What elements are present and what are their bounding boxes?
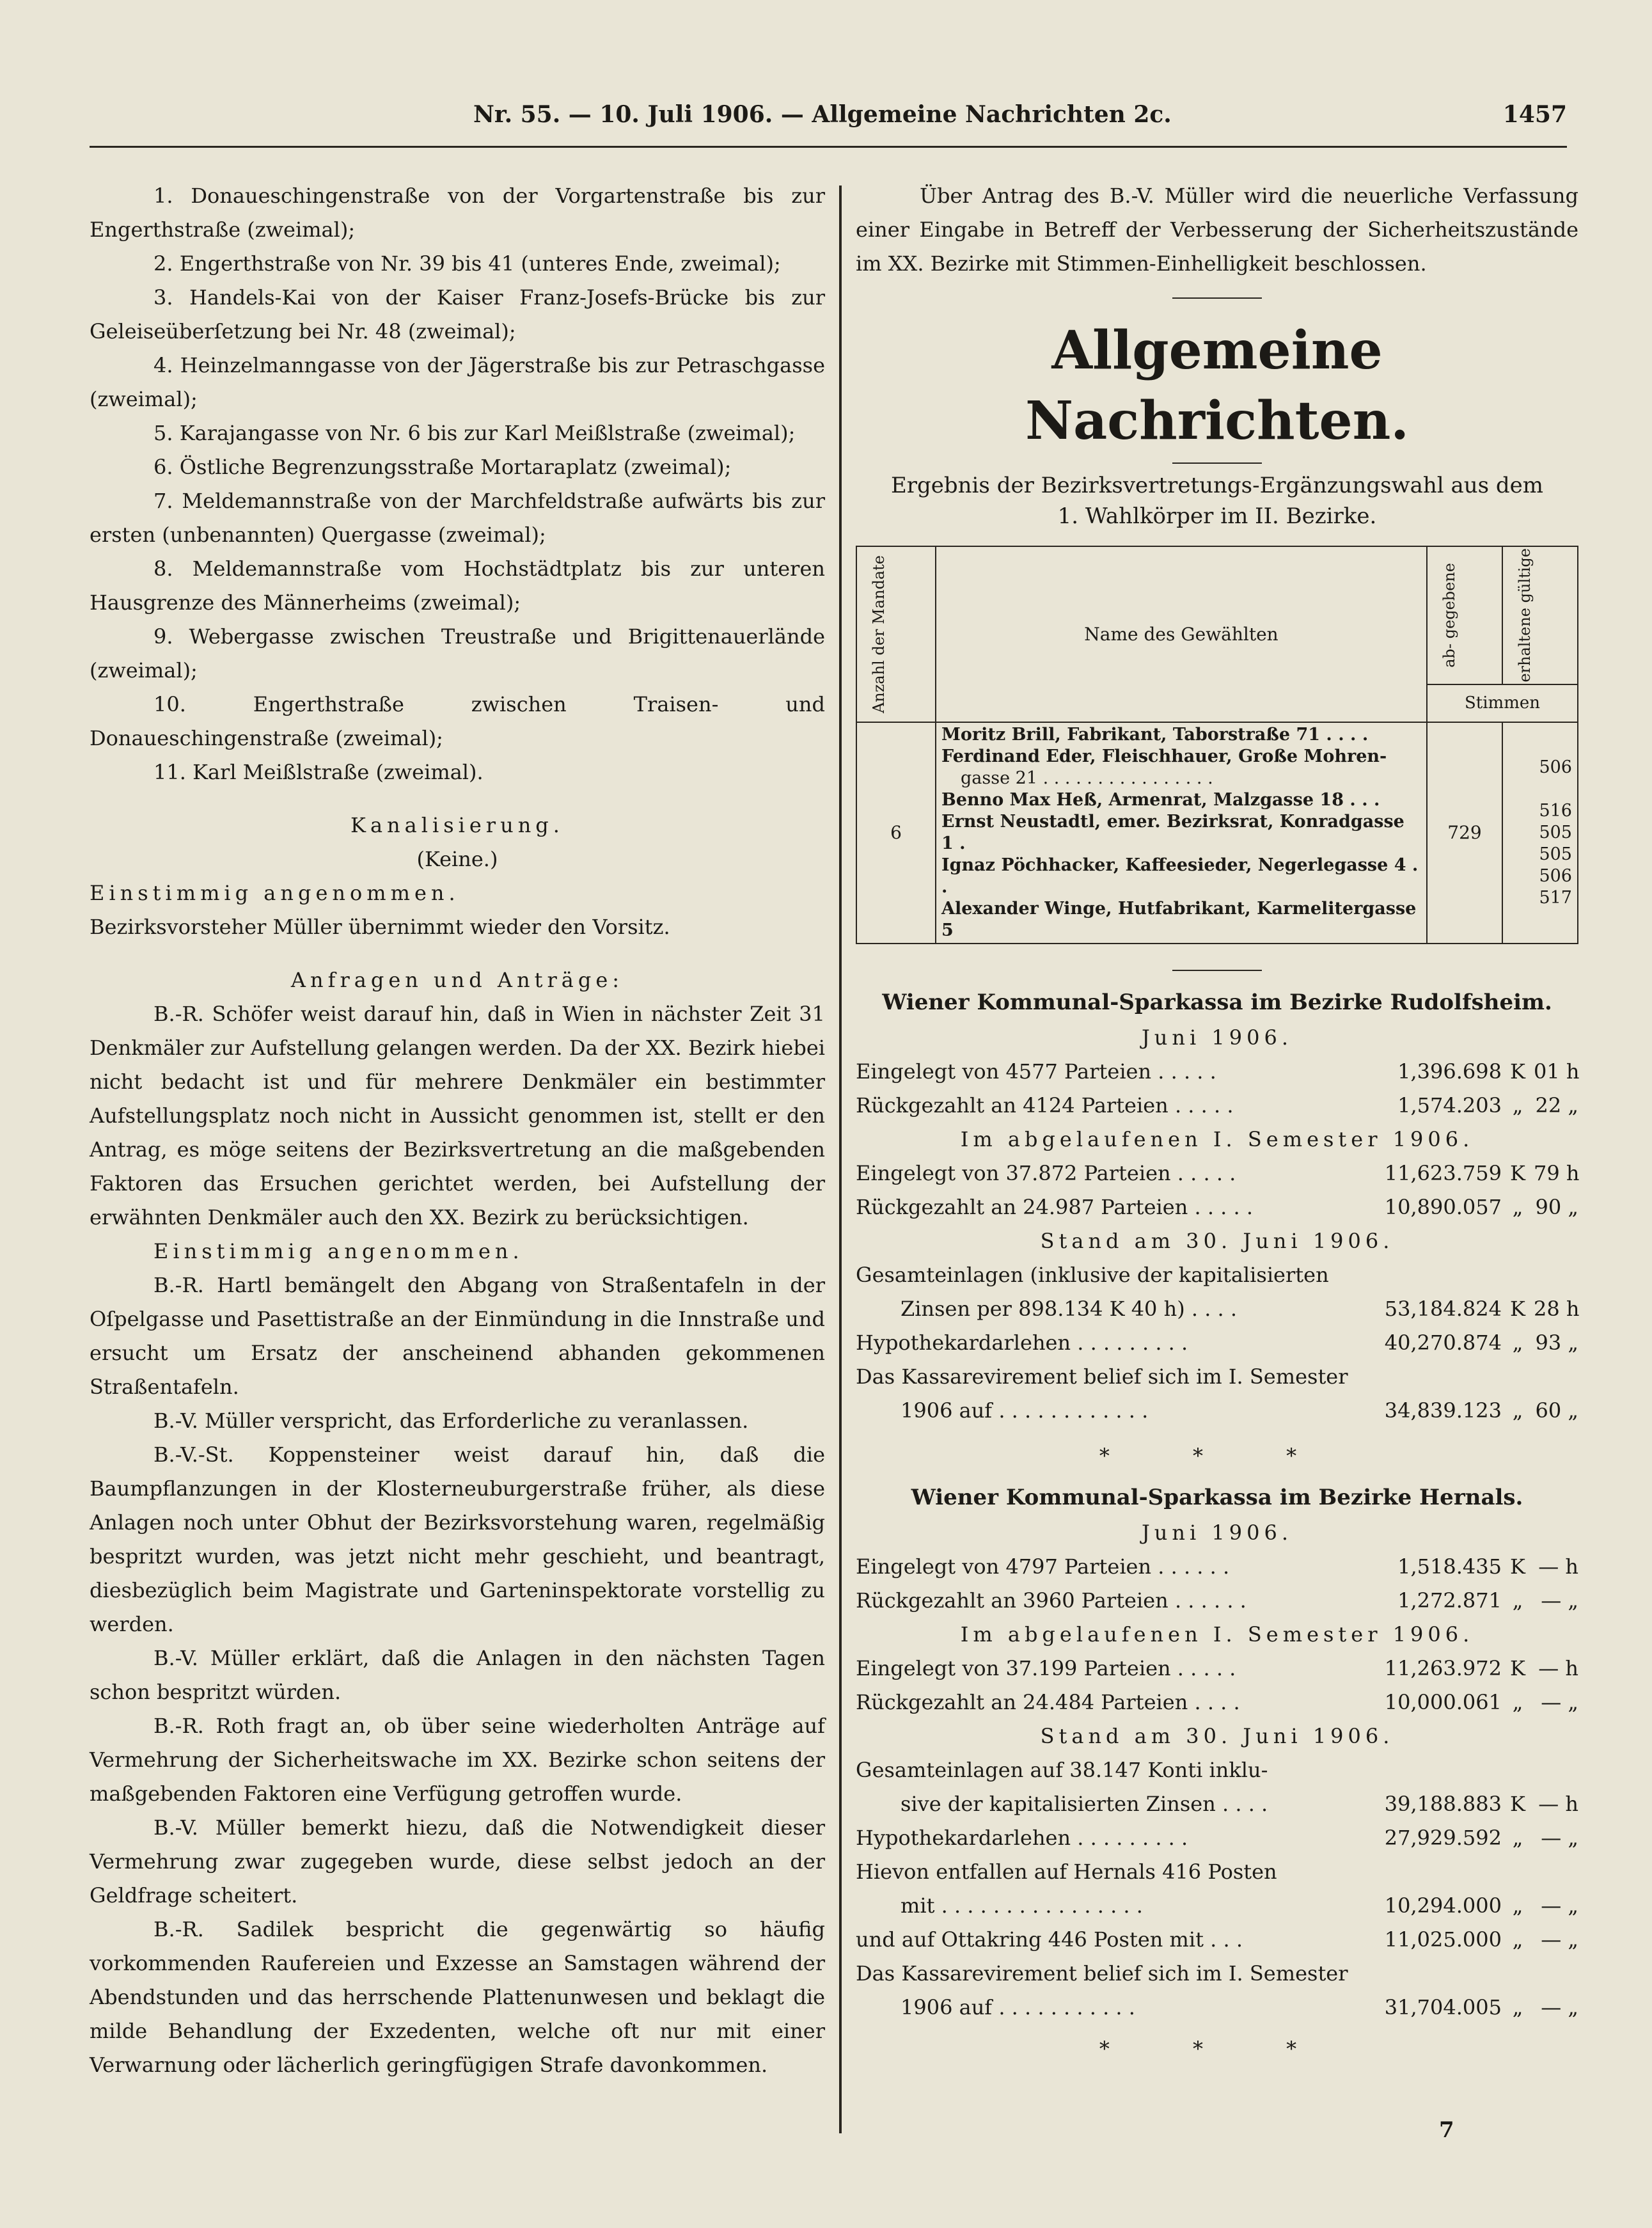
section-stars: * * * (1099, 2036, 1335, 2061)
finance-row: 1906 auf . . . . . . . . . . . . 34,839.123 „ 60 „ (901, 1398, 1578, 1423)
paragraph: B.-R. Sadilek bespricht die gegenwärtig so häufig vorkommenden Raufereien und Exzesse an Samstagen während der Abendstunden und das herrschende Plattenunwesen und beklagt die milde Behandlung der Exzedenten, welche oft nur mit einer Verwarnung oder lächerlich geringfügigen Strafe davonkommen. (90, 1917, 825, 2077)
finance-label: Das Kassarevirement belief sich im I. Semester (856, 1364, 1348, 1389)
list-item: 1. Donaueschingenstraße von der Vorgartenstraße bis zur Engerthstraße (zweimal); (90, 184, 825, 242)
finance-label: Gesamteinlagen (inklusive der kapitalisierten (856, 1262, 1329, 1287)
running-header (90, 101, 1567, 139)
paragraph: B.-R. Roth fragt an, ob über seine wiederholten Anträge auf Vermehrung der Sicherheitswache im XX. Bezirke schon seitens der maßgebenden Faktoren eine Verfügung getroffen wurde. (90, 1714, 825, 1806)
candidate-name: Ignaz Pöchhacker, Kaffeesieder, Negerlegasse 4 . . (941, 855, 1419, 897)
kanalisierung-heading: Kanalisierung. (350, 813, 564, 837)
vote-count: 505 (1539, 844, 1572, 864)
left-column (90, 179, 825, 2082)
finance-row: mit . . . . . . . . . . . . . . . . 10,294.000 „ — „ (901, 1893, 1578, 1918)
finance-row: Rückgezahlt an 4124 Parteien . . . . . 1,574.203 „ 22 „ (856, 1093, 1578, 1118)
candidate-name: Alexander Winge, Hutfabrikant, Karmelitergasse 5 (941, 898, 1417, 940)
vote-count: 505 (1539, 822, 1572, 842)
candidate-name: Ferdinand Eder, Fleischhauer, Große Mohren- (941, 746, 1387, 766)
section-title: Allgemeine Nachrichten. (1025, 320, 1409, 452)
col-header-abgegebene: ab- gegebene (1427, 546, 1502, 684)
finance-label: Hievon entfallen auf Hernals 416 Posten (856, 1859, 1277, 1884)
result-title-2: 1. Wahlkörper im II. Bezirke. (1057, 503, 1377, 529)
divider (1172, 970, 1262, 971)
einstimmig-note: Einstimmig angenommen. (90, 881, 460, 905)
result-title: Ergebnis der Bezirksvertretungs-Ergänzungswahl aus dem (890, 473, 1544, 498)
candidate-name: Ernst Neustadtl, emer. Bezirksrat, Konradgasse 1 . (941, 811, 1404, 853)
kanalisierung-sub: (Keine.) (416, 847, 498, 871)
finance-row: Eingelegt von 37.199 Parteien . . . . . 11,263.972 K — h (856, 1655, 1578, 1680)
abgegebene-count: 729 (1427, 722, 1502, 944)
rudolfsheim-month: Juni 1906. (1141, 1025, 1293, 1050)
column-rule (839, 186, 842, 2133)
einstimmig-note: Einstimmig angenommen. (153, 1239, 524, 1263)
list-item: 4. Heinzelmanngasse von der Jägerstraße bis zur Petraschgasse (zweimal); (90, 353, 825, 411)
paragraph: B.-V. Müller verspricht, das Erforderliche zu veranlassen. (153, 1409, 749, 1433)
list-item: 11. Karl Meißlstraße (zweimal). (153, 760, 484, 784)
right-column (856, 179, 1578, 2062)
paragraph: B.-R. Schöfer weist darauf hin, daß in Wien in nächster Zeit 31 Denkmäler zur Aufstellung gelangen werden. Da der XX. Bezirk hiebei nicht bedacht ist und für mehrere Denkmäler ein bestimmter Aufstellungsplatz noch nicht in Aussicht genommen ist, stellt er den Antrag, es möge seitens der Bezirksvertretung an die maßgebenden Faktoren das Ersuchen gerichtet werden, bei Aufstellung der erwähnten Denkmäler auch den XX. Bezirk zu berücksichtigen. (90, 1002, 825, 1229)
semester-heading: Im abgelaufenen I. Semester 1906. (960, 1126, 1474, 1151)
finance-label: Gesamteinlagen auf 38.147 Konti inklu- (856, 1757, 1268, 1782)
col-header-stimmen: Stimmen (1427, 684, 1578, 722)
finance-row: Rückgezahlt an 24.484 Parteien . . . . 10,000.061 „ — „ (856, 1689, 1578, 1714)
divider (1172, 297, 1262, 299)
finance-row: Eingelegt von 4577 Parteien . . . . . 1,396.698 K 01 h (856, 1059, 1580, 1084)
candidate-name-cont: gasse 21 . . . . . . . . . . . . . . . . (961, 768, 1213, 788)
finance-row: und auf Ottakring 446 Posten mit . . . 11,025.000 „ — „ (856, 1927, 1578, 1952)
list-item: 9. Webergasse zwischen Treustraße und Brigittenauerlände (zweimal); (90, 624, 825, 683)
vote-count: 516 (1539, 800, 1572, 821)
rudolfsheim-title: Wiener Kommunal-Sparkassa im Bezirke Rudolfsheim. (882, 989, 1552, 1015)
finance-row: Zinsen per 898.134 K 40 h) . . . . 53,184.824 K 28 h (901, 1296, 1580, 1321)
col-header-name: Name des Gewählten (936, 546, 1427, 722)
vorsitz-note: Bezirksvorsteher Müller übernimmt wieder den Vorsitz. (90, 915, 670, 939)
paragraph: B.-V.-St. Koppensteiner weist darauf hin, daß die Baumpflanzungen in der Klosterneuburgerstraße früher, als diese Anlagen noch unter Obhut der Bezirksvorstehung waren, regelmäßig bespritzt wurden, was jetzt nicht mehr geschieht, und beantragt, diesbezüglich beim Magistrate und Garteninspektorate vorstellig zu werden. (90, 1442, 825, 1636)
header-rule (90, 146, 1567, 148)
header-title: Nr. 55. — 10. Juli 1906. — Allgemeine Nachrichten 2c. (473, 101, 1172, 128)
finance-row: Eingelegt von 4797 Parteien . . . . . . 1,518.435 K — h (856, 1554, 1578, 1579)
paragraph: B.-R. Hartl bemängelt den Abgang von Straßentafeln in der Oſpelgasse und Pasettistraße an der Einmündung in die Innstraße und ersucht um Ersatz der anscheinend abhanden gekommenen Straßentafeln. (90, 1273, 825, 1399)
finance-row: Eingelegt von 37.872 Parteien . . . . . 11,623.759 K 79 h (856, 1160, 1580, 1185)
list-item: 10. Engerthstraße zwischen Traisen- und Donaueschingenstraße (zweimal); (90, 692, 825, 750)
list-item: 3. Handels-Kai von der Kaiser Franz-Josefs-Brücke bis zur Geleiseüberſetzung bei Nr. 48 (zweimal); (90, 285, 825, 344)
hernals-title: Wiener Kommunal-Sparkassa im Bezirke Hernals. (911, 1484, 1523, 1510)
list-item: 7. Meldemannstraße von der Marchfeldstraße aufwärts bis zur ersten (unbenannten) Quergasse (zweimal); (90, 489, 825, 547)
finance-row: Hypothekardarlehen . . . . . . . . . 40,270.874 „ 93 „ (856, 1330, 1578, 1355)
list-item: 6. Östliche Begrenzungsstraße Mortaraplatz (zweimal); (153, 455, 732, 479)
finance-row: Rückgezahlt an 3960 Parteien . . . . . . 1,272.871 „ — „ (856, 1588, 1578, 1613)
col-header-gueltige: erhaltene gültige (1502, 546, 1578, 684)
finance-row: 1906 auf . . . . . . . . . . . 31,704.005 „ — „ (901, 1995, 1578, 2019)
paragraph: B.-V. Müller erklärt, daß die Anlagen in den nächsten Tagen schon bespritzt würden. (90, 1646, 825, 1704)
vote-count: 506 (1539, 757, 1572, 777)
mandate-count: 6 (856, 722, 936, 944)
list-item: 8. Meldemannstraße vom Hochstädtplatz bis zur unteren Hausgrenze des Männerheims (zweimal); (90, 557, 825, 615)
vote-count (1508, 778, 1572, 800)
hernals-month: Juni 1906. (1141, 1520, 1293, 1545)
finance-row: Hypothekardarlehen . . . . . . . . . 27,929.592 „ — „ (856, 1825, 1578, 1850)
finance-row: Rückgezahlt an 24.987 Parteien . . . . . 10,890.057 „ 90 „ (856, 1194, 1578, 1219)
finance-row: sive der kapitalisierten Zinsen . . . . 39,188.883 K — h (901, 1791, 1578, 1816)
signature-mark: 7 (1439, 2117, 1454, 2143)
semester-heading: Im abgelaufenen I. Semester 1906. (960, 1622, 1474, 1647)
stand-heading: Stand am 30. Juni 1906. (1040, 1228, 1394, 1253)
anfragen-heading: Anfragen und Anträge: (290, 968, 624, 992)
election-results-table (856, 546, 1578, 944)
list-item: 2. Engerthstraße von Nr. 39 bis 41 (unteres Ende, zweimal); (153, 251, 781, 276)
candidate-name: Moritz Brill, Fabrikant, Taborstraße 71 . . . . (941, 724, 1369, 745)
section-stars: * * * (1099, 1443, 1335, 1468)
intro-paragraph: Über Antrag des B.-V. Müller wird die neuerliche Verfassung einer Eingabe in Betreff der Verbesserung der Sicherheitszustände im XX. Bezirke mit Stimmen-Einhelligkeit beschlossen. (856, 184, 1578, 276)
votes-cell (1502, 722, 1578, 944)
page-number: 1457 (1502, 101, 1567, 128)
candidate-name: Benno Max Heß, Armenrat, Malzgasse 18 . . . (941, 789, 1380, 810)
col-header-mandate: Anzahl der Mandate (856, 546, 936, 722)
list-item: 5. Karajangasse von Nr. 6 bis zur Karl Meißlstraße (zweimal); (153, 421, 796, 445)
vote-count: 517 (1539, 887, 1572, 908)
paragraph: B.-V. Müller bemerkt hiezu, daß die Notwendigkeit dieser Vermehrung zwar zugegeben wurde, diese selbst jedoch an der Geldfrage scheitert. (90, 1815, 825, 1908)
stand-heading: Stand am 30. Juni 1906. (1040, 1723, 1394, 1748)
divider (1172, 462, 1262, 464)
names-cell (936, 722, 1427, 944)
vote-count: 506 (1539, 865, 1572, 886)
finance-label: Das Kassarevirement belief sich im I. Semester (856, 1961, 1348, 1986)
